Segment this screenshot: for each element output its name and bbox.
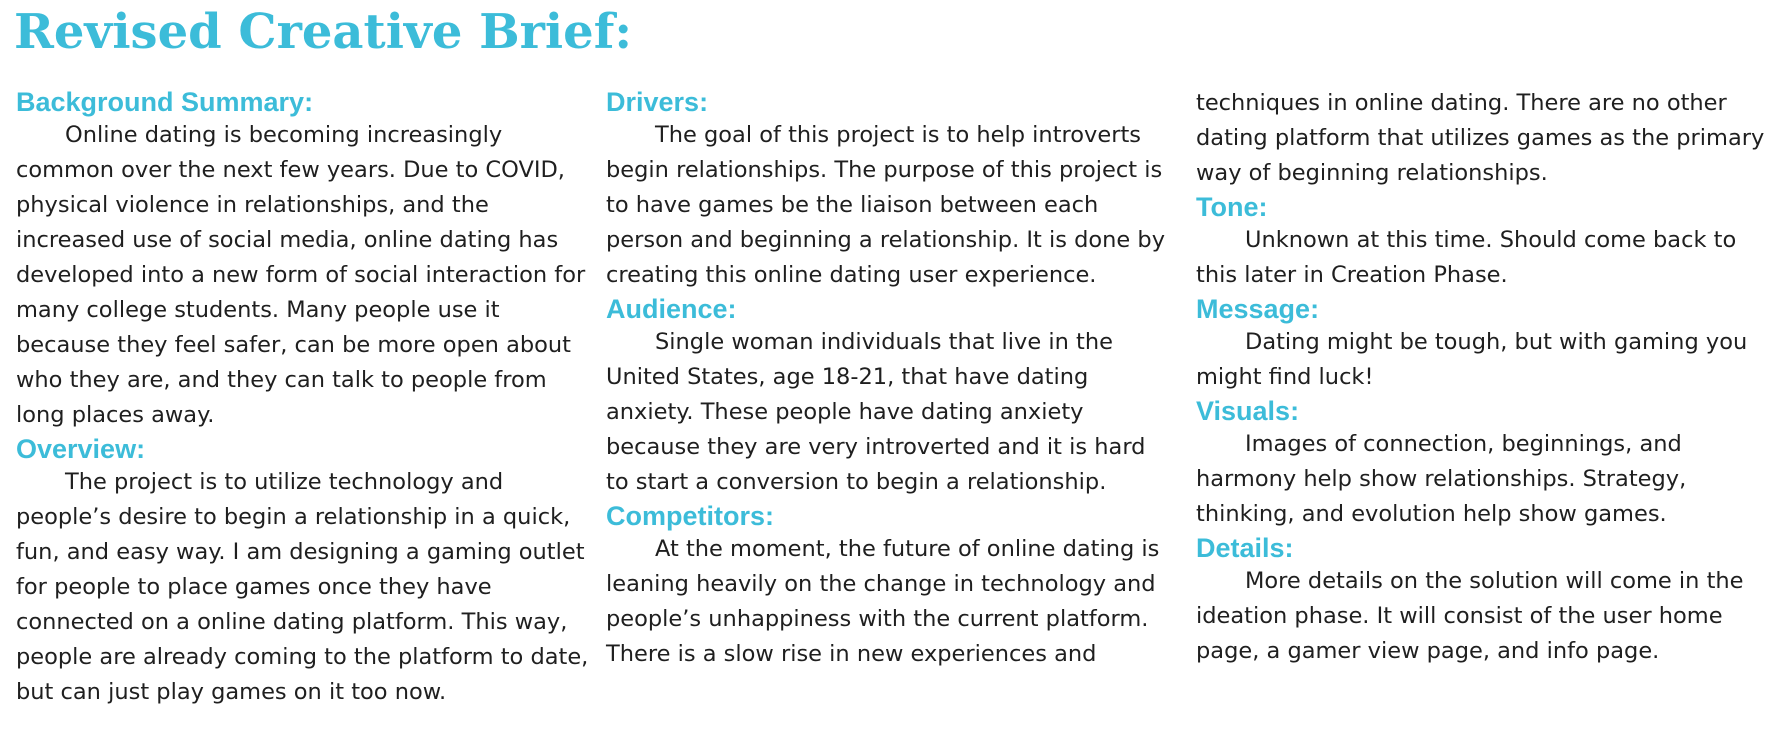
- page-title: Revised Creative Brief:: [14, 4, 633, 60]
- competitors-text-continued: techniques in online dating. There are no other dating platform that utilizes games as the primary way of beginning relationships.: [1196, 90, 1765, 186]
- section-overview: [16, 433, 596, 710]
- details-heading: Details:: [1196, 533, 1294, 563]
- section-competitors: [606, 500, 1166, 672]
- competitors-heading: Competitors:: [606, 501, 774, 531]
- section-audience: [606, 293, 1166, 500]
- section-details: [1196, 532, 1766, 669]
- overview-heading: Overview:: [16, 434, 146, 464]
- audience-heading: Audience:: [606, 294, 737, 324]
- audience-text: Single woman individuals that live in the United States, age 18-21, that have dating anxiety. These people have dating anxiety because they are very introverted and it is hard to start a conversion to begin a relationship.: [606, 329, 1146, 495]
- tone-text: Unknown at this time. Should come back to this later in Creation Phase.: [1196, 227, 1737, 288]
- section-message: [1196, 293, 1766, 395]
- column-left: [16, 86, 596, 710]
- background-summary-text: Online dating is becoming increasingly common over the next few years. Due to COVID, physical violence in relationships, and the increased use of social media, online dating has developed into a new form of social interaction for many college students. Many people use it because they feel safer, can be more open about who they are, and they can talk to people from long places away.: [16, 122, 586, 428]
- column-right: [1196, 86, 1766, 669]
- section-tone: [1196, 191, 1766, 293]
- section-background-summary: [16, 86, 596, 433]
- details-text: More details on the solution will come in the ideation phase. It will consist of the user home page, a gamer view page, and info page.: [1196, 568, 1744, 664]
- message-heading: Message:: [1196, 294, 1320, 324]
- background-summary-heading: Background Summary:: [16, 87, 314, 117]
- section-drivers: [606, 86, 1166, 293]
- message-text: Dating might be tough, but with gaming you might find luck!: [1196, 329, 1748, 390]
- tone-heading: Tone:: [1196, 192, 1268, 222]
- competitors-text: At the moment, the future of online dating is leaning heavily on the change in technology and people’s unhappiness with the current platform. There is a slow rise in new experiences and: [606, 536, 1160, 667]
- drivers-heading: Drivers:: [606, 87, 709, 117]
- overview-text: The project is to utilize technology and people’s desire to begin a relationship in a quick, fun, and easy way. I am designing a gaming outlet for people to place games once they have connected on a online dating platform. This way, people are already coming to the platform to date, but can just play games on it too now.: [16, 469, 589, 705]
- section-visuals: [1196, 395, 1766, 532]
- column-middle: [606, 86, 1166, 672]
- drivers-text: The goal of this project is to help introverts begin relationships. The purpose of this project is to have games be the liaison between each person and beginning a relationship. It is done by creating this online dating user experience.: [606, 122, 1166, 288]
- visuals-heading: Visuals:: [1196, 396, 1300, 426]
- visuals-text: Images of connection, beginnings, and harmony help show relationships. Strategy, thinking, and evolution help show games.: [1196, 431, 1687, 527]
